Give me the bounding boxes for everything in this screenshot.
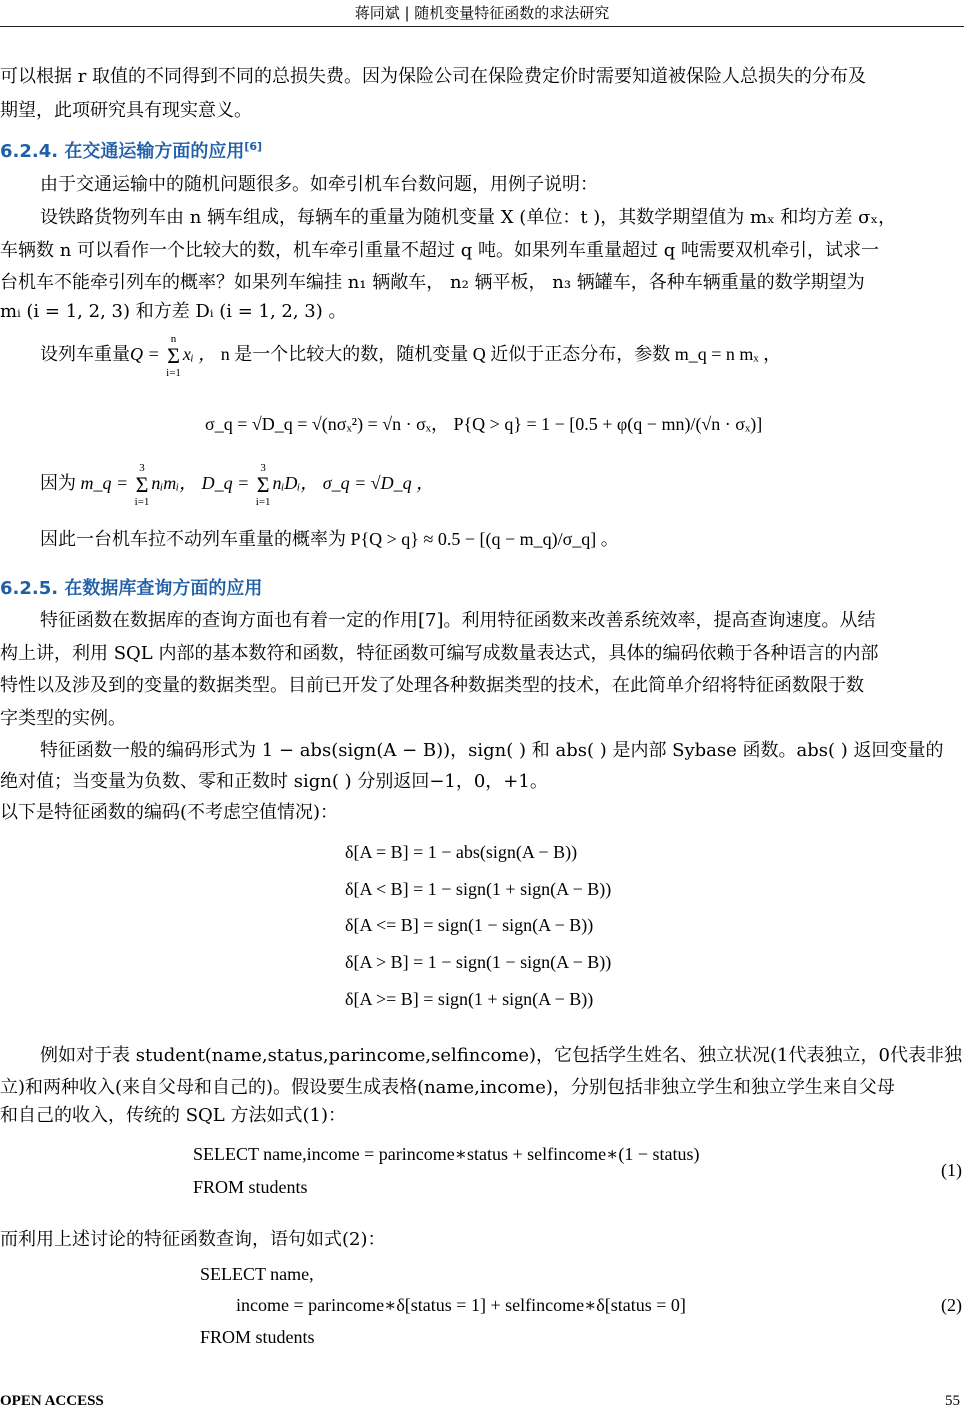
delta-equation-lt: δ[A < B] = 1 − sign(1 + sign(A − B)) [345, 879, 612, 899]
sql2-line-3: FROM students [200, 1327, 315, 1347]
delta-equation-ge: δ[A >= B] = sign(1 + sign(A − B)) [345, 989, 594, 1009]
p624-line-5: mᵢ (i = 1, 2, 3) 和方差 Dᵢ (i = 1, 2, 3) 。 [0, 301, 347, 322]
after-sql1-text: 而利用上述讨论的特征函数查询，语句如式(2)： [0, 1229, 386, 1250]
header-rule [0, 26, 964, 27]
citation-ref: [6] [244, 140, 263, 153]
p625-line-2: 构上讲，利用 SQL 内部的基本数符和函数，特征函数可编写成数量表达式，具体的编码依赖于各种语言的内部 [0, 643, 879, 664]
section-title: 在数据库查询方面的应用 [64, 578, 263, 599]
running-header: 蒋同斌 | 随机变量特征函数的求法研究 [354, 4, 610, 22]
delta-equation-gt: δ[A > B] = 1 − sign(1 − sign(A − B)) [345, 952, 612, 972]
p625-line-5: 特征函数一般的编码形式为 1 − abs(sign(A − B))，sign( ) 和 abs( ) 是内部 Sybase 函数。abs( ) 返回变量的 [40, 740, 944, 761]
p624-line-3: 车辆数 n 可以看作一个比较大的数，机车牵引重量不超过 q 吨。如果列车重量超过 q 吨需要双机牵引，试求一 [0, 240, 879, 261]
section-heading-625 [0, 574, 262, 600]
equation-train-weight: 设列车重量Q = n Σ i=1 xᵢ ， n 是一个比较大的数，随机变量 Q 近似于正态分布，参数 m_q = n mₓ ， [40, 333, 782, 379]
delta-equation-eq: δ[A = B] = 1 − abs(sign(A − B)) [345, 842, 578, 862]
summation: 3 Σ i=1 [134, 462, 150, 508]
equation-number-1: (1) [941, 1160, 962, 1180]
example-line-2: 立)和两种收入(来自父母和自己的)。假设要生成表格(name,income)，分别包括非独立学生和独立学生来自父母 [0, 1077, 895, 1098]
intro-line-1: 可以根据 r 取值的不同得到不同的总损失费。因为保险公司在保险费定价时需要知道被保险人总损失的分布及 [0, 66, 867, 87]
sql1-line-2: FROM students [193, 1177, 308, 1197]
delta-equation-le: δ[A <= B] = sign(1 − sign(A − B)) [345, 915, 594, 935]
summation: n Σ i=1 [166, 333, 181, 379]
section-number: 6.2.5. [0, 578, 59, 599]
section-number: 6.2.4. [0, 141, 59, 162]
p624-line-2: 设铁路货物列车由 n 辆车组成，每辆车的重量为随机变量 X (单位：t )，其数学期望值为 mₓ 和均方差 σₓ， [40, 207, 897, 228]
p625-line-3: 特性以及涉及到的变量的数据类型。目前已开发了处理各种数据类型的技术，在此简单介绍将特征函数限于数 [0, 675, 864, 696]
section-title: 在交通运输方面的应用 [64, 141, 245, 162]
example-line-1: 例如对于表 student(name,status,parincome,selfincome)，它包括学生姓名、独立状况(1代表独立，0代表非独 [40, 1045, 962, 1066]
p625-line-4: 字类型的实例。 [0, 708, 126, 729]
example-line-3: 和自己的收入，传统的 SQL 方法如式(1)： [0, 1105, 346, 1126]
p625-line-7: 以下是特征函数的编码(不考虑空值情况)： [0, 802, 339, 823]
equation-mq-dq: 因为 m_q = 3 Σ i=1 nᵢmᵢ， D_q = 3 Σ i=1 nᵢDᵢ， σ_q = √D_q ， [40, 462, 435, 508]
equation-probability-approx: 因此一台机车拉不动列车重量的概率为 P{Q > q} ≈ 0.5 − [(q − m_q)/σ_q] 。 [40, 529, 619, 549]
page-number: 55 [945, 1393, 960, 1409]
equation-sigma-prob: σ_q = √D_q = √(nσₓ²) = √n · σₓ， P{Q > q} = 1 − [0.5 + φ(q − mn)/(√n · σₓ)] [205, 414, 763, 434]
p624-line-1: 由于交通运输中的随机问题很多。如牵引机车台数问题，用例子说明： [40, 174, 598, 195]
p625-line-6: 绝对值；当变量为负数、零和正数时 sign( ) 分别返回−1，0，+1。 [0, 771, 548, 792]
p624-line-4: 台机车不能牵引列车的概率？如果列车编挂 n₁ 辆敞车， n₂ 辆平板， n₃ 辆罐车，各种车辆重量的数学期望为 [0, 272, 865, 293]
sql1-line-1: SELECT name,income = parincome∗status + selfincome∗(1 − status) [193, 1144, 700, 1164]
summation: 3 Σ i=1 [255, 462, 271, 508]
equation-number-2: (2) [941, 1295, 962, 1315]
section-heading-624 [0, 137, 262, 163]
footer-open-access: OPEN ACCESS [0, 1393, 104, 1409]
p625-line-1: 特征函数在数据库的查询方面也有着一定的作用[7]。利用特征函数来改善系统效率，提高查询速度。从结 [40, 610, 876, 631]
intro-line-2: 期望，此项研究具有现实意义。 [0, 100, 252, 121]
sql2-line-2: income = parincome∗δ[status = 1] + selfincome∗δ[status = 0] [236, 1295, 686, 1315]
sql2-line-1: SELECT name, [200, 1264, 314, 1284]
